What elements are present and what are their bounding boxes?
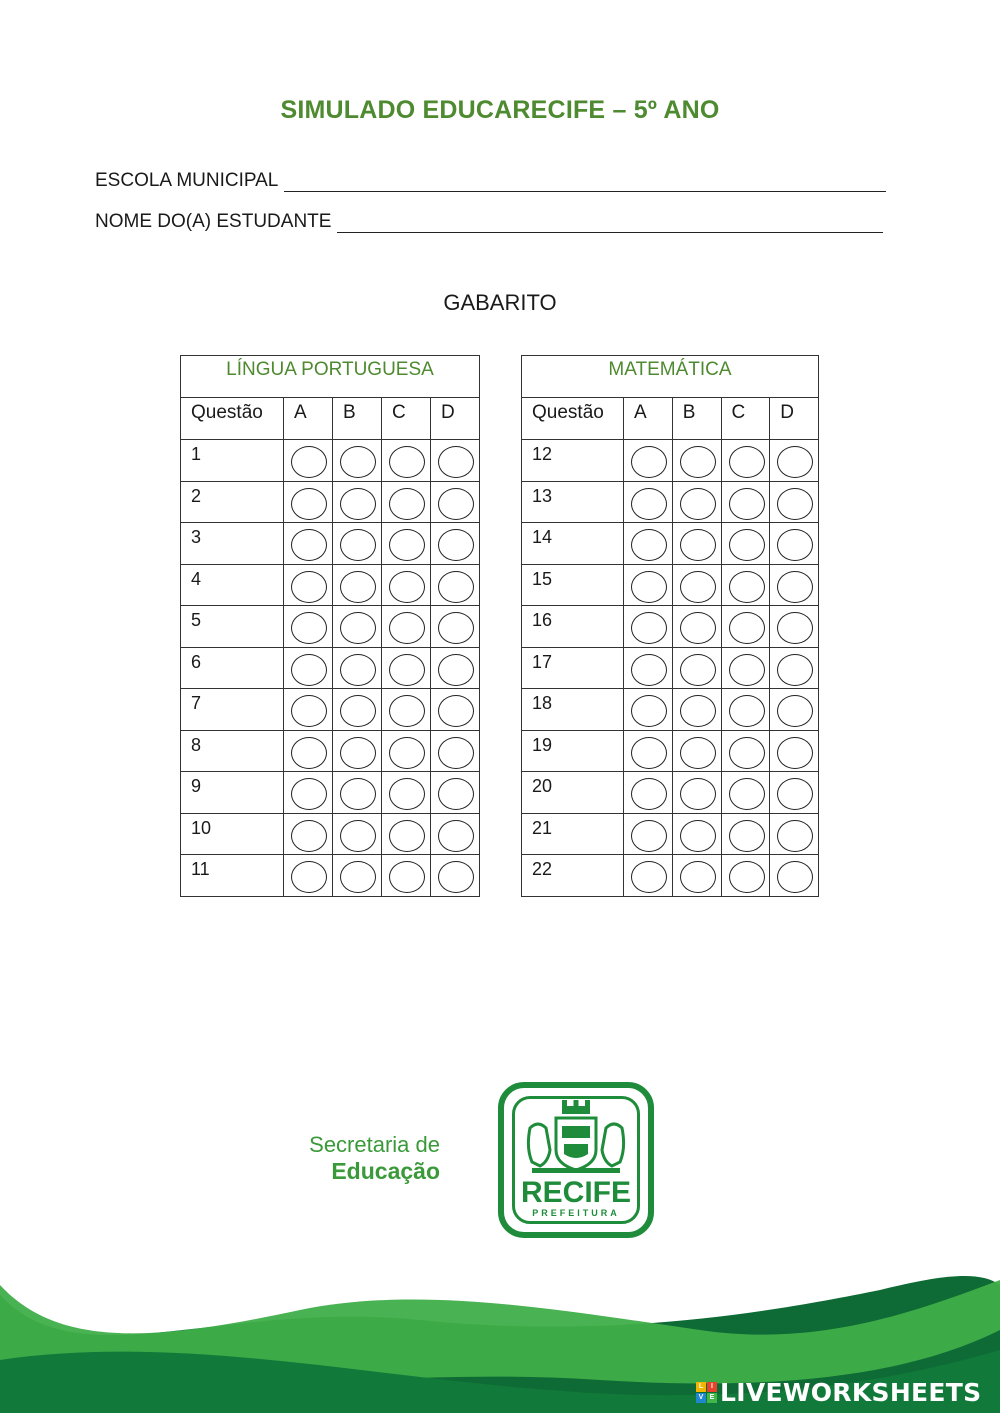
answer-bubble-a[interactable] xyxy=(291,737,327,769)
question-row xyxy=(522,647,819,689)
question-row xyxy=(522,772,819,814)
answer-bubble-c[interactable] xyxy=(389,529,425,561)
student-field xyxy=(95,211,883,233)
answer-bubble-b[interactable] xyxy=(680,488,716,520)
answer-bubble-a[interactable] xyxy=(631,571,667,603)
answer-bubble-a[interactable] xyxy=(291,571,327,603)
question-row xyxy=(522,855,819,897)
answer-bubble-a[interactable] xyxy=(291,654,327,686)
question-number: 20 xyxy=(522,772,624,814)
option-cell xyxy=(284,689,333,731)
answer-bubble-d[interactable] xyxy=(438,695,474,727)
answer-bubble-b[interactable] xyxy=(340,695,376,727)
option-cell xyxy=(382,564,431,606)
answer-bubble-d[interactable] xyxy=(777,861,813,893)
answer-bubble-b[interactable] xyxy=(680,571,716,603)
option-cell xyxy=(382,855,431,897)
answer-bubble-c[interactable] xyxy=(389,654,425,686)
question-row xyxy=(181,855,480,897)
option-cell xyxy=(431,689,480,731)
seal-subtitle: PREFEITURA xyxy=(532,1208,620,1218)
question-number: 6 xyxy=(181,647,284,689)
school-input-line[interactable] xyxy=(284,174,886,192)
option-cell xyxy=(721,523,770,565)
answer-bubble-a[interactable] xyxy=(291,612,327,644)
answer-bubble-c[interactable] xyxy=(729,778,765,810)
question-number: 10 xyxy=(181,813,284,855)
answer-bubble-d[interactable] xyxy=(438,820,474,852)
answer-bubble-b[interactable] xyxy=(680,861,716,893)
option-cell xyxy=(284,855,333,897)
option-cell xyxy=(284,440,333,482)
answer-bubble-b[interactable] xyxy=(340,488,376,520)
answer-bubble-c[interactable] xyxy=(729,488,765,520)
question-row xyxy=(181,523,480,565)
question-row xyxy=(181,481,480,523)
recife-prefeitura-seal xyxy=(498,1082,654,1238)
question-number: 4 xyxy=(181,564,284,606)
option-cell xyxy=(624,772,673,814)
logo-line-secretaria: Secretaria de xyxy=(309,1132,440,1157)
question-row xyxy=(181,813,480,855)
option-cell xyxy=(672,606,721,648)
answer-bubble-a[interactable] xyxy=(631,612,667,644)
school-label: ESCOLA MUNICIPAL xyxy=(95,170,279,191)
option-header-a: A xyxy=(284,398,333,440)
answer-bubble-a[interactable] xyxy=(291,778,327,810)
option-cell xyxy=(672,564,721,606)
answer-bubble-d[interactable] xyxy=(438,778,474,810)
option-cell xyxy=(431,855,480,897)
option-cell xyxy=(721,564,770,606)
option-header-d: D xyxy=(770,398,819,440)
option-cell xyxy=(382,689,431,731)
option-cell xyxy=(672,440,721,482)
question-row xyxy=(181,689,480,731)
option-cell xyxy=(284,772,333,814)
option-header-b: B xyxy=(672,398,721,440)
answer-bubble-d[interactable] xyxy=(777,612,813,644)
option-cell xyxy=(721,772,770,814)
question-column-header: Questão xyxy=(181,398,284,440)
answer-bubble-b[interactable] xyxy=(340,778,376,810)
option-cell xyxy=(382,730,431,772)
question-number: 5 xyxy=(181,606,284,648)
option-cell xyxy=(770,564,819,606)
option-cell xyxy=(284,481,333,523)
answer-bubble-b[interactable] xyxy=(680,654,716,686)
answer-bubble-c[interactable] xyxy=(729,612,765,644)
option-cell xyxy=(431,481,480,523)
school-field xyxy=(95,170,886,192)
answer-bubble-a[interactable] xyxy=(631,778,667,810)
question-number: 13 xyxy=(522,481,624,523)
option-cell xyxy=(284,606,333,648)
option-cell xyxy=(284,730,333,772)
option-cell xyxy=(284,813,333,855)
option-cell xyxy=(624,606,673,648)
option-cell xyxy=(431,647,480,689)
subject-title: MATEMÁTICA xyxy=(522,356,819,398)
option-cell xyxy=(624,730,673,772)
question-number: 22 xyxy=(522,855,624,897)
question-number: 21 xyxy=(522,813,624,855)
answer-bubble-c[interactable] xyxy=(729,571,765,603)
answer-bubble-b[interactable] xyxy=(340,737,376,769)
answer-bubble-c[interactable] xyxy=(729,529,765,561)
answer-bubble-d[interactable] xyxy=(777,778,813,810)
question-row xyxy=(181,730,480,772)
answer-bubble-c[interactable] xyxy=(729,737,765,769)
answer-bubble-c[interactable] xyxy=(729,695,765,727)
option-cell xyxy=(721,689,770,731)
option-cell xyxy=(770,647,819,689)
answer-bubble-d[interactable] xyxy=(438,737,474,769)
answer-bubble-b[interactable] xyxy=(340,529,376,561)
answer-bubble-c[interactable] xyxy=(389,612,425,644)
answer-bubble-d[interactable] xyxy=(777,571,813,603)
secretaria-logo-text xyxy=(282,1132,440,1186)
option-cell xyxy=(624,689,673,731)
answer-bubble-a[interactable] xyxy=(291,695,327,727)
option-cell xyxy=(624,564,673,606)
option-header-c: C xyxy=(721,398,770,440)
student-input-line[interactable] xyxy=(337,215,883,233)
answer-bubble-b[interactable] xyxy=(340,654,376,686)
option-cell xyxy=(382,481,431,523)
option-cell xyxy=(770,772,819,814)
option-cell xyxy=(672,481,721,523)
option-cell xyxy=(333,481,382,523)
option-cell xyxy=(382,647,431,689)
option-cell xyxy=(624,855,673,897)
answer-key-title: GABARITO xyxy=(443,290,557,315)
option-cell xyxy=(770,855,819,897)
answer-bubble-c[interactable] xyxy=(389,695,425,727)
option-cell xyxy=(770,606,819,648)
student-label: NOME DO(A) ESTUDANTE xyxy=(95,211,332,232)
option-cell xyxy=(624,481,673,523)
question-row xyxy=(181,606,480,648)
option-cell xyxy=(431,564,480,606)
option-cell xyxy=(333,772,382,814)
question-number: 8 xyxy=(181,730,284,772)
option-cell xyxy=(672,523,721,565)
answer-bubble-d[interactable] xyxy=(438,529,474,561)
answer-bubble-c[interactable] xyxy=(729,654,765,686)
liveworksheets-logo-icon: L I V E xyxy=(696,1382,717,1403)
answer-bubble-a[interactable] xyxy=(291,488,327,520)
answer-bubble-a[interactable] xyxy=(631,654,667,686)
answer-bubble-d[interactable] xyxy=(777,654,813,686)
question-number: 19 xyxy=(522,730,624,772)
question-number: 16 xyxy=(522,606,624,648)
option-cell xyxy=(382,523,431,565)
answer-bubble-a[interactable] xyxy=(631,737,667,769)
option-cell xyxy=(770,689,819,731)
option-cell xyxy=(721,481,770,523)
question-row xyxy=(522,730,819,772)
subject-title: LÍNGUA PORTUGUESA xyxy=(181,356,480,398)
answer-bubble-a[interactable] xyxy=(631,488,667,520)
option-cell xyxy=(672,647,721,689)
option-cell xyxy=(284,523,333,565)
option-cell xyxy=(333,647,382,689)
question-row xyxy=(522,813,819,855)
question-row xyxy=(181,564,480,606)
question-column-header: Questão xyxy=(522,398,624,440)
answer-bubble-d[interactable] xyxy=(438,446,474,478)
page-title: SIMULADO EDUCARECIFE – 5º ANO xyxy=(280,96,720,124)
answer-bubble-b[interactable] xyxy=(340,861,376,893)
answer-bubble-a[interactable] xyxy=(291,529,327,561)
option-cell xyxy=(624,523,673,565)
option-cell xyxy=(770,481,819,523)
question-number: 14 xyxy=(522,523,624,565)
option-cell xyxy=(624,813,673,855)
question-number: 11 xyxy=(181,855,284,897)
answer-bubble-d[interactable] xyxy=(438,488,474,520)
answer-bubble-d[interactable] xyxy=(438,654,474,686)
answer-bubble-d[interactable] xyxy=(438,861,474,893)
option-cell xyxy=(431,523,480,565)
option-cell xyxy=(382,606,431,648)
liveworksheets-watermark xyxy=(696,1378,981,1407)
answer-bubble-b[interactable] xyxy=(340,446,376,478)
option-cell xyxy=(672,855,721,897)
answer-bubble-b[interactable] xyxy=(340,820,376,852)
answer-bubble-d[interactable] xyxy=(777,820,813,852)
answer-bubble-a[interactable] xyxy=(291,820,327,852)
option-header-c: C xyxy=(382,398,431,440)
question-row xyxy=(522,606,819,648)
option-cell xyxy=(721,855,770,897)
answer-bubble-c[interactable] xyxy=(389,571,425,603)
answer-bubble-c[interactable] xyxy=(389,488,425,520)
answer-bubble-c[interactable] xyxy=(729,446,765,478)
option-cell xyxy=(672,772,721,814)
option-cell xyxy=(770,523,819,565)
question-row xyxy=(181,440,480,482)
answer-bubble-a[interactable] xyxy=(631,529,667,561)
coat-of-arms-icon xyxy=(504,1088,648,1232)
logo-line-educacao: Educação xyxy=(331,1158,440,1185)
answer-bubble-c[interactable] xyxy=(389,446,425,478)
option-cell xyxy=(431,730,480,772)
option-cell xyxy=(333,855,382,897)
option-cell xyxy=(721,440,770,482)
answer-bubble-d[interactable] xyxy=(777,695,813,727)
question-number: 12 xyxy=(522,440,624,482)
option-cell xyxy=(431,606,480,648)
option-cell xyxy=(333,440,382,482)
question-number: 18 xyxy=(522,689,624,731)
question-row xyxy=(522,481,819,523)
portuguese-answer-table xyxy=(180,355,480,897)
question-number: 15 xyxy=(522,564,624,606)
question-row xyxy=(522,523,819,565)
option-header-a: A xyxy=(624,398,673,440)
option-cell xyxy=(333,813,382,855)
answer-bubble-c[interactable] xyxy=(389,820,425,852)
option-cell xyxy=(284,647,333,689)
answer-bubble-a[interactable] xyxy=(291,861,327,893)
question-row xyxy=(181,647,480,689)
option-cell xyxy=(672,730,721,772)
answer-bubble-d[interactable] xyxy=(777,488,813,520)
option-cell xyxy=(624,647,673,689)
question-number: 1 xyxy=(181,440,284,482)
liveworksheets-text: LIVEWORKSHEETS xyxy=(720,1378,982,1407)
option-cell xyxy=(624,440,673,482)
question-number: 3 xyxy=(181,523,284,565)
answer-bubble-d[interactable] xyxy=(777,529,813,561)
option-cell xyxy=(770,813,819,855)
answer-bubble-b[interactable] xyxy=(680,695,716,727)
question-number: 17 xyxy=(522,647,624,689)
option-cell xyxy=(672,813,721,855)
option-cell xyxy=(382,772,431,814)
answer-bubble-c[interactable] xyxy=(729,820,765,852)
option-cell xyxy=(333,606,382,648)
answer-bubble-d[interactable] xyxy=(438,612,474,644)
option-cell xyxy=(721,647,770,689)
option-cell xyxy=(721,813,770,855)
option-cell xyxy=(770,730,819,772)
answer-bubble-a[interactable] xyxy=(291,446,327,478)
answer-bubble-c[interactable] xyxy=(729,861,765,893)
option-cell xyxy=(284,564,333,606)
option-cell xyxy=(770,440,819,482)
column-header-row xyxy=(522,398,819,440)
answer-bubble-a[interactable] xyxy=(631,695,667,727)
answer-bubble-b[interactable] xyxy=(680,737,716,769)
seal-name: RECIFE xyxy=(520,1176,632,1209)
answer-bubble-b[interactable] xyxy=(340,571,376,603)
answer-bubble-d[interactable] xyxy=(438,571,474,603)
answer-bubble-c[interactable] xyxy=(389,737,425,769)
answer-bubble-a[interactable] xyxy=(631,820,667,852)
question-row xyxy=(522,689,819,731)
option-cell xyxy=(431,772,480,814)
option-cell xyxy=(333,689,382,731)
option-cell xyxy=(431,813,480,855)
answer-bubble-a[interactable] xyxy=(631,861,667,893)
option-cell xyxy=(333,523,382,565)
answer-bubble-b[interactable] xyxy=(340,612,376,644)
question-row xyxy=(522,564,819,606)
option-cell xyxy=(721,606,770,648)
option-cell xyxy=(382,440,431,482)
option-cell xyxy=(721,730,770,772)
question-number: 7 xyxy=(181,689,284,731)
answer-bubble-d[interactable] xyxy=(777,446,813,478)
question-number: 9 xyxy=(181,772,284,814)
answer-bubble-b[interactable] xyxy=(680,820,716,852)
answer-bubble-c[interactable] xyxy=(389,778,425,810)
option-cell xyxy=(333,730,382,772)
option-cell xyxy=(431,440,480,482)
option-cell xyxy=(672,689,721,731)
question-row xyxy=(181,772,480,814)
question-number: 2 xyxy=(181,481,284,523)
answer-bubble-d[interactable] xyxy=(777,737,813,769)
answer-bubble-b[interactable] xyxy=(680,529,716,561)
question-row xyxy=(522,440,819,482)
option-cell xyxy=(333,564,382,606)
option-cell xyxy=(382,813,431,855)
option-header-b: B xyxy=(333,398,382,440)
option-header-d: D xyxy=(431,398,480,440)
answer-bubble-a[interactable] xyxy=(631,446,667,478)
answer-bubble-b[interactable] xyxy=(680,778,716,810)
answer-bubble-b[interactable] xyxy=(680,612,716,644)
answer-bubble-c[interactable] xyxy=(389,861,425,893)
answer-bubble-b[interactable] xyxy=(680,446,716,478)
math-answer-table xyxy=(521,355,819,897)
column-header-row xyxy=(181,398,480,440)
